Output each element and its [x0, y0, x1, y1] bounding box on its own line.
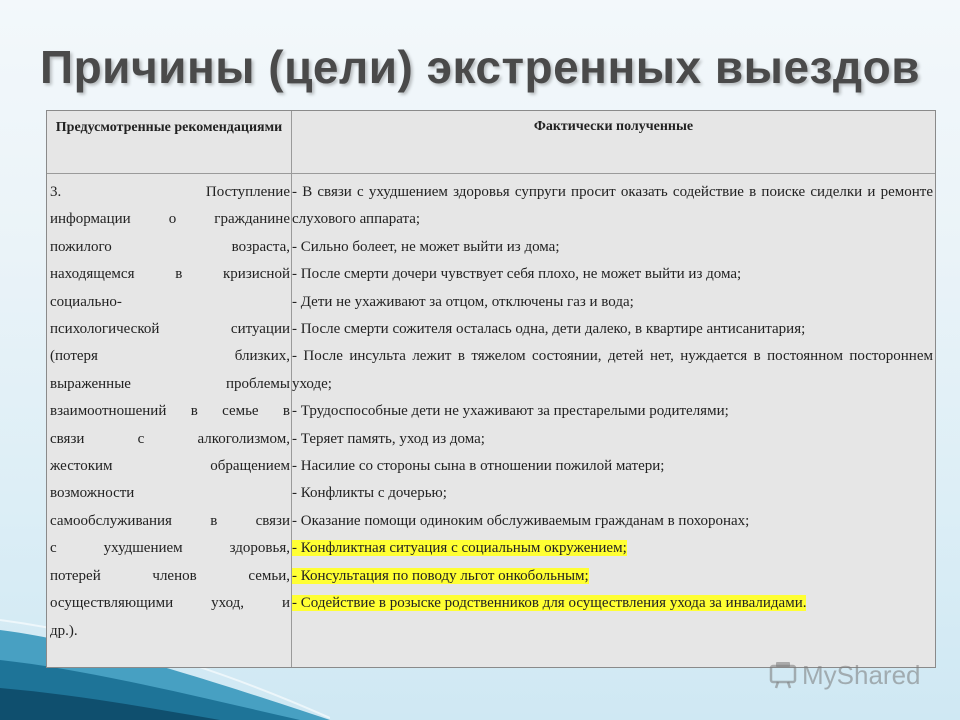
reason-item: - Оказание помощи одиноким обслуживаемым гражданам в похоронах; [292, 512, 750, 529]
reason-item: - После инсульта лежит в тяжелом состоянии, детей нет, нуждается в постоянном постороннем уходе; [292, 348, 933, 392]
recommendation-line: жестоким обращением [50, 458, 290, 475]
recommendation-line: самообслуживания в связи [50, 512, 290, 529]
recommendation-line: др.). [50, 622, 78, 639]
reason-item: - После смерти сожителя осталась одна, дети далеко, в квартире антисанитария; [292, 321, 806, 338]
table-header [47, 111, 935, 174]
reason-item: - После смерти дочери чувствует себя плохо, не может выйти из дома; [292, 266, 742, 283]
recommendation-line: (потеря близких, [50, 348, 290, 365]
watermark-text: MyShared [802, 659, 921, 690]
recommendation-line: 3. Поступление [50, 184, 290, 200]
reason-item: - Конфликты с дочерью; [292, 485, 447, 502]
reason-item: - Трудоспособные дети не ухаживают за престарелыми родителями; [292, 403, 729, 420]
header-recommended: Предусмотренные рекомендациями [55, 120, 283, 135]
recommendation-line: психологической ситуации [50, 321, 290, 338]
highlighted-reason-item: - Консультация по поводу льгот онкобольным; [292, 567, 589, 584]
recommended-cell [50, 179, 290, 645]
highlighted-reason-item: - Содействие в розыске родственников для осуществления ухода за инвалидами. [292, 595, 807, 612]
recommendation-line: взаимоотношений в семье в [50, 403, 290, 420]
recommendation-line: пожилого возраста, [50, 238, 290, 255]
page-title: Причины (цели) экстренных выездов [40, 41, 920, 93]
actual-cell [292, 179, 933, 618]
reason-item: - В связи с ухудшением здоровья супруги просит оказать содействие в поиске сиделки и ремонте слухового аппарата; [292, 184, 933, 228]
recommendation-line: осуществляющими уход, и [50, 595, 290, 612]
reason-item: - Насилие со стороны сына в отношении пожилой матери; [292, 458, 665, 475]
recommendation-line: с ухудшением здоровья, [50, 540, 290, 557]
recommendation-line: связи с алкоголизмом, [50, 430, 290, 447]
reason-item: - Сильно болеет, не может выйти из дома; [292, 238, 560, 255]
recommendation-line: социально- [50, 293, 122, 310]
presentation-icon [768, 660, 798, 690]
recommendation-line: находящемся в кризисной [50, 266, 290, 283]
recommendation-line: информации о гражданине [50, 211, 290, 228]
header-actual: Фактически полученные [533, 119, 694, 134]
highlighted-reason-item: - Конфликтная ситуация с социальным окружением; [292, 540, 627, 557]
recommendation-line: потерей членов семьи, [50, 567, 290, 584]
recommendation-line: возможности [50, 485, 135, 502]
reason-item: - Теряет память, уход из дома; [292, 430, 485, 447]
comparison-table [46, 110, 936, 668]
recommendation-line: выраженные проблемы [50, 375, 290, 392]
myshared-watermark [768, 658, 928, 692]
reason-item: - Дети не ухаживают за отцом, отключены газ и вода; [292, 293, 634, 310]
